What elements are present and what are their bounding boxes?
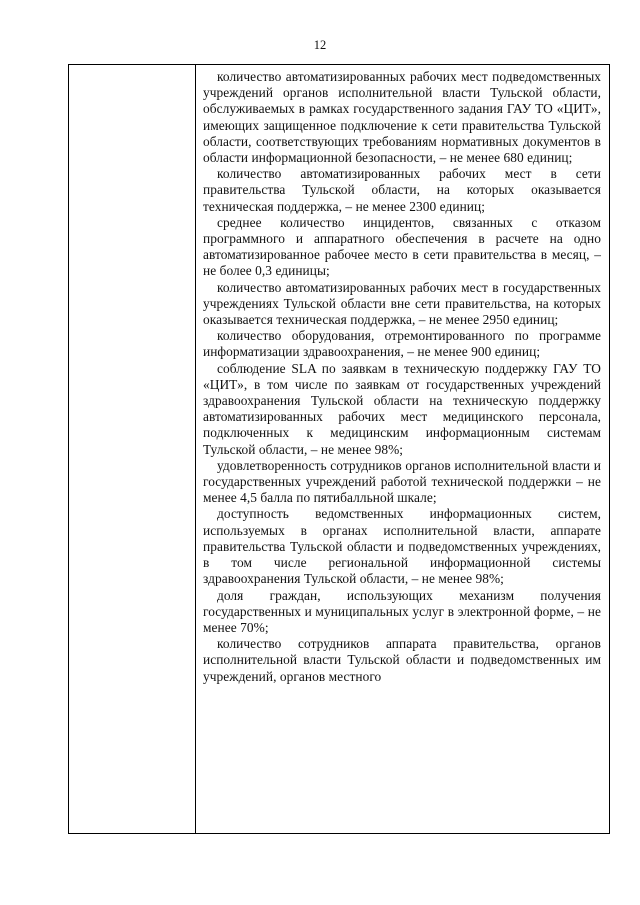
- indicator-paragraph: количество автоматизированных рабочих мест в сети правительства Тульской области, на которых оказывается техническая поддержка, – не менее 2300 единиц;: [203, 166, 601, 214]
- table-left-cell: [69, 65, 196, 833]
- indicator-paragraph: количество оборудования, отремонтированного по программе информатизации здравоохранения, – не менее 900 единиц;: [203, 328, 601, 360]
- indicator-paragraph: соблюдение SLA по заявкам в техническую поддержку ГАУ ТО «ЦИТ», в том числе по заявкам от государственных учреждений здравоохранения Тульской области на техническую поддержку автоматизированных рабочих мест медицинского персонала, подключенных к медицинским информационным системам Тульской области, – не менее 98%;: [203, 360, 601, 457]
- indicator-paragraph: количество автоматизированных рабочих мест в государственных учреждениях Тульской области вне сети правительства, на которых оказывается техническая поддержка, – не менее 2950 единиц;: [203, 279, 601, 328]
- indicator-paragraph: среднее количество инцидентов, связанных с отказом программного и аппаратного обеспечения в расчете на одно автоматизированное рабочее место в сети правительства в месяц, – не более 0,3 единицы;: [203, 214, 601, 279]
- indicator-paragraph: удовлетворенность сотрудников органов исполнительной власти и государственных учреждений работой технической поддержки – не менее 4,5 балла по пятибалльной шкале;: [203, 457, 601, 506]
- indicator-paragraph: доля граждан, использующих механизм получения государственных и муниципальных услуг в электронной форме, – не менее 70%;: [203, 587, 601, 635]
- indicator-paragraph: количество автоматизированных рабочих мест подведомственных учреждений органов исполнительной власти Тульской области, обслуживаемых в рамках государственного задания ГАУ ТО «ЦИТ», имеющих защищенное подключение к сети правительства Тульской области, соответствующих требованиям нормативных документов в области информационной безопасности, – не менее 680 единиц;: [203, 69, 601, 166]
- indicator-paragraph: доступность ведомственных информационных систем, используемых в органах исполнительной власти, аппарате правительства Тульской области и подведомственных учреждениях, в том числе региональной информационной системы здравоохранения Тульской области, – не менее 98%;: [203, 506, 601, 587]
- indicator-paragraph: количество сотрудников аппарата правительства, органов исполнительной власти Тульской области и подведомственных им учреждений, органов местного: [203, 636, 601, 684]
- page-number: 12: [313, 38, 327, 52]
- document-table: [68, 64, 610, 834]
- table-right-cell: [195, 65, 609, 833]
